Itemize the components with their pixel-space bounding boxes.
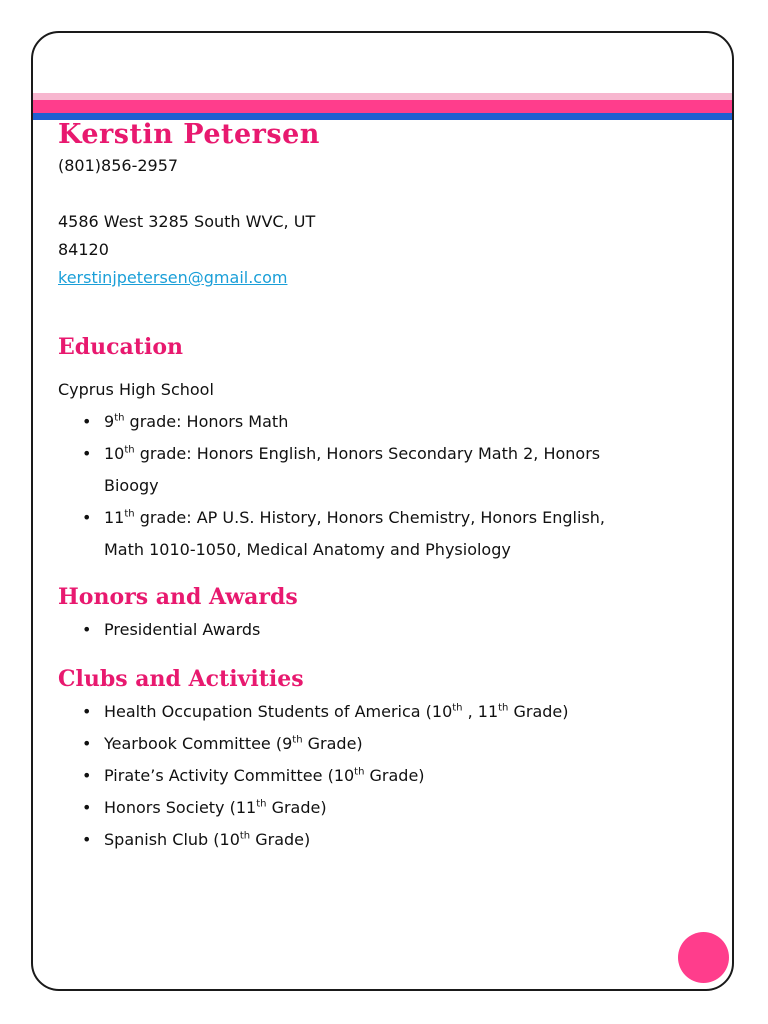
club-item-text: Honors Society (11 bbox=[104, 798, 257, 817]
bullet-glyph: • bbox=[82, 620, 92, 639]
phone-number: (801)856-2957 bbox=[58, 156, 179, 175]
education-item bbox=[58, 406, 668, 438]
education-list bbox=[58, 406, 668, 566]
ordinal-suffix: th bbox=[498, 702, 509, 714]
club-item-text: Health Occupation Students of America (10 bbox=[104, 702, 453, 721]
ordinal-suffix: th bbox=[256, 798, 267, 810]
education-item-text: Math 1010-1050, Medical Anatomy and Physiology bbox=[104, 540, 511, 559]
club-item-text: Grade) bbox=[266, 798, 327, 817]
club-item bbox=[58, 696, 668, 728]
header-band-pink bbox=[33, 100, 732, 113]
club-item-text: Spanish Club (10 bbox=[104, 830, 240, 849]
grade-number: 9 bbox=[104, 412, 115, 431]
bullet-glyph: • bbox=[82, 766, 92, 785]
honors-heading: Honors and Awards bbox=[58, 584, 298, 610]
education-heading: Education bbox=[58, 334, 183, 360]
club-item bbox=[58, 760, 668, 792]
corner-dot-decoration bbox=[678, 932, 729, 983]
bullet-glyph: • bbox=[82, 830, 92, 849]
club-item-text: Grade) bbox=[508, 702, 569, 721]
education-item bbox=[58, 502, 668, 534]
spacer bbox=[58, 180, 668, 208]
education-item bbox=[58, 438, 668, 470]
grade-number: 10 bbox=[104, 444, 125, 463]
ordinal-suffix: th bbox=[452, 702, 463, 714]
email-link[interactable]: kerstinjpetersen@gmail.com bbox=[58, 268, 288, 287]
ordinal-suffix: th bbox=[114, 412, 125, 424]
address-line-1: 4586 West 3285 South WVC, UT bbox=[58, 212, 316, 231]
education-item-text: Bioogy bbox=[104, 476, 159, 495]
grade-number: 11 bbox=[104, 508, 125, 527]
clubs-list bbox=[58, 696, 668, 856]
bullet-glyph: • bbox=[82, 798, 92, 817]
ordinal-suffix: th bbox=[124, 444, 135, 456]
ordinal-suffix: th bbox=[354, 766, 365, 778]
club-item bbox=[58, 824, 668, 856]
ordinal-suffix: th bbox=[292, 734, 303, 746]
education-item-text: grade: AP U.S. History, Honors Chemistry, Honors English, bbox=[134, 508, 605, 527]
education-item bbox=[58, 470, 668, 502]
clubs-heading: Clubs and Activities bbox=[58, 666, 304, 692]
education-item-text: grade: Honors English, Honors Secondary Math 2, Honors bbox=[134, 444, 601, 463]
header-band-light bbox=[33, 93, 732, 100]
club-item-text: Grade) bbox=[302, 734, 363, 753]
bullet-glyph: • bbox=[82, 444, 92, 463]
email-row bbox=[58, 264, 668, 292]
club-item bbox=[58, 728, 668, 760]
bullet-glyph: • bbox=[82, 702, 92, 721]
club-item bbox=[58, 792, 668, 824]
education-item-text: grade: Honors Math bbox=[124, 412, 289, 431]
address-line-2: 84120 bbox=[58, 240, 109, 259]
club-item-text: Yearbook Committee (9 bbox=[104, 734, 293, 753]
bullet-glyph: • bbox=[82, 412, 92, 431]
club-item-text: Grade) bbox=[364, 766, 425, 785]
bullet-glyph: • bbox=[82, 508, 92, 527]
ordinal-suffix: th bbox=[124, 508, 135, 520]
club-item-text: Pirate’s Activity Committee (10 bbox=[104, 766, 355, 785]
school-name: Cyprus High School bbox=[58, 380, 214, 399]
education-item bbox=[58, 534, 668, 566]
club-item-text: Grade) bbox=[250, 830, 311, 849]
honors-item-text: Presidential Awards bbox=[104, 620, 261, 639]
resume-content bbox=[58, 118, 668, 856]
honors-list bbox=[58, 614, 668, 646]
honors-item bbox=[58, 614, 668, 646]
bullet-glyph: • bbox=[82, 734, 92, 753]
ordinal-suffix: th bbox=[239, 830, 251, 842]
club-item-text: , 11 bbox=[462, 702, 499, 721]
applicant-name: Kerstin Petersen bbox=[58, 119, 320, 150]
